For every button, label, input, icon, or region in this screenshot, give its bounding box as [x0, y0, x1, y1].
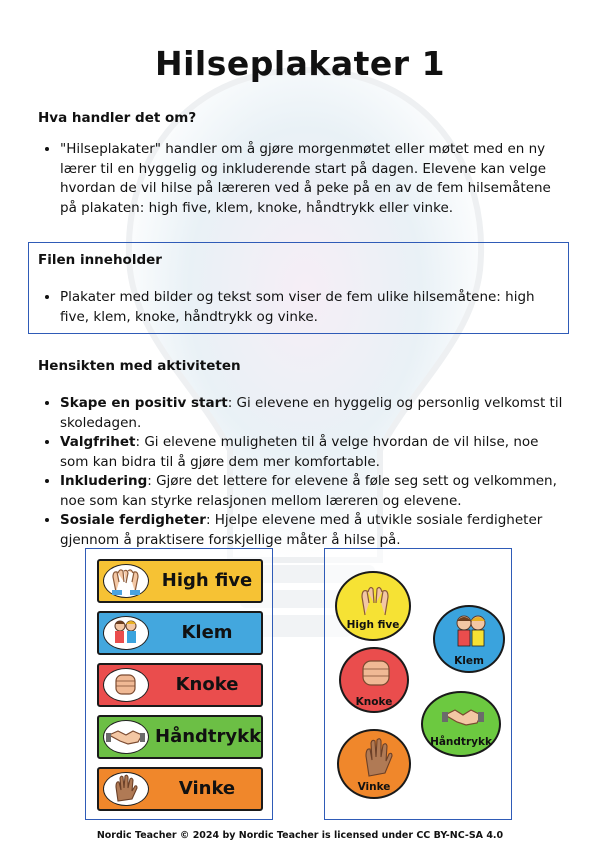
badge-label: High five	[346, 619, 400, 631]
badge-label: Knoke	[355, 696, 393, 708]
about-list	[40, 140, 565, 218]
purpose-text: : Hjelpe elevene med å utvikle sosiale ferdigheter gjennom å praktisere forskjellige måter å hilse på.	[60, 512, 543, 548]
purpose-term: Sosiale ferdigheter	[60, 512, 206, 528]
card-klem	[97, 611, 263, 655]
card-label: Knoke	[175, 674, 239, 695]
wave-icon	[356, 736, 396, 778]
handshake-icon	[441, 701, 485, 733]
card-label: Vinke	[178, 778, 236, 799]
handshake-icon	[103, 720, 149, 754]
purpose-term: Inkludering	[60, 473, 148, 489]
high-five-icon	[355, 579, 395, 619]
badge-vinke	[337, 729, 411, 799]
wave-icon	[103, 772, 149, 806]
section-heading-purpose: Hensikten med aktiviteten	[38, 358, 241, 374]
badge-label: Vinke	[357, 781, 391, 793]
badge-knoke	[339, 647, 409, 713]
license-footer: Nordic Teacher © 2024 by Nordic Teacher is licensed under CC BY-NC-SA 4.0	[96, 830, 504, 841]
about-bullet: • "Hilseplakater" handler om å gjøre morgenmøtet eller møtet med en ny lærer til en hyggelig og inkluderende start på dagen. Elevene kan velge hvordan de vil hilse på læreren ved å peke på en av de fem hilsemåtene på plakaten: high five, klem, knoke, håndtrykk eller vinke.	[60, 140, 565, 218]
card-label: Håndtrykk	[155, 726, 262, 747]
card-knoke	[97, 663, 263, 707]
section-heading-about: Hva handler det om?	[38, 110, 197, 126]
badge-klem	[433, 605, 505, 673]
card-handtrykk	[97, 715, 263, 759]
contents-list	[40, 288, 565, 327]
card-poster-frame	[85, 548, 273, 820]
badge-poster-frame	[324, 548, 512, 820]
high-five-icon	[103, 564, 149, 598]
badge-label: Håndtrykk	[430, 736, 492, 748]
purpose-text: : Gjøre det lettere for elevene å føle seg sett og velkommen, noe som kan styrke relasjonen mellom læreren og elevene.	[60, 473, 557, 509]
purpose-item	[60, 511, 565, 550]
card-label: Klem	[181, 622, 233, 643]
section-heading-contents: Filen inneholder	[38, 252, 162, 268]
badge-high-five	[335, 571, 411, 641]
badge-handtrykk	[421, 691, 501, 757]
purpose-term: Valgfrihet	[60, 434, 136, 450]
card-label: High five	[161, 570, 253, 591]
purpose-item	[60, 433, 565, 472]
purpose-list	[40, 394, 565, 550]
contents-bullet: • Plakater med bilder og tekst som viser de fem ulike hilsemåtene: high five, klem, knoke, håndtrykk og vinke.	[60, 288, 565, 327]
badge-label: Klem	[454, 655, 484, 667]
page-title: Hilseplakater 1	[154, 44, 446, 83]
hug-icon	[103, 616, 149, 650]
card-high-five	[97, 559, 263, 603]
purpose-text: : Gi elevene muligheten til å velge hvordan de vil hilse, noe som kan bidra til å gjøre dem mer komfortable.	[60, 434, 539, 470]
fist-bump-icon	[103, 668, 149, 702]
card-vinke	[97, 767, 263, 811]
hug-icon	[449, 612, 493, 654]
fist-bump-icon	[358, 657, 394, 691]
purpose-item	[60, 472, 565, 511]
purpose-item	[60, 394, 565, 433]
purpose-text: : Gi elevene en hyggelig og personlig velkomst til skoledagen.	[60, 395, 563, 431]
purpose-term: Skape en positiv start	[60, 395, 228, 411]
